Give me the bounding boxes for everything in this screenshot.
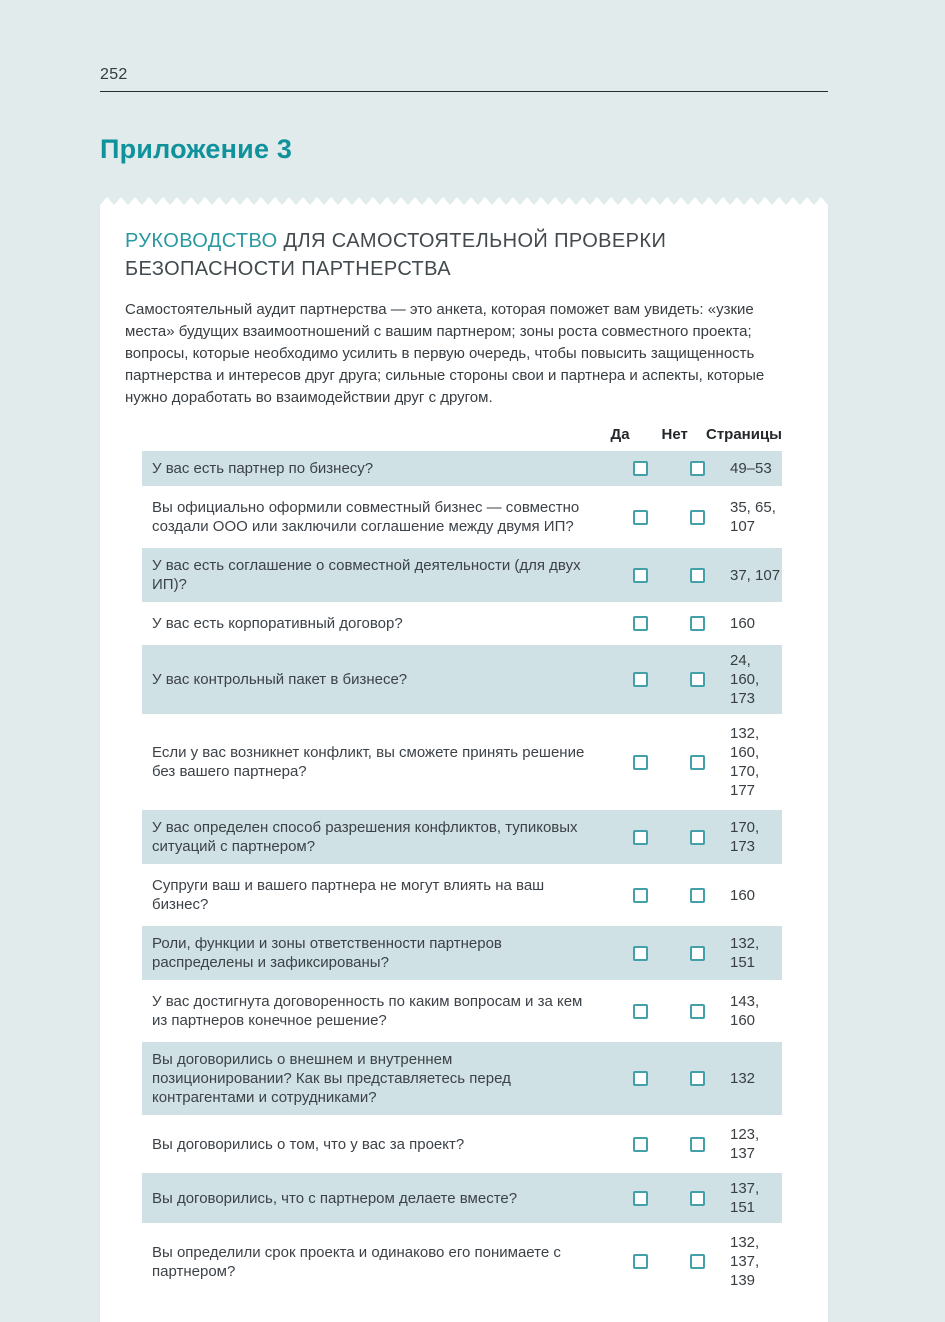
yes-cell [612, 888, 669, 903]
no-checkbox[interactable] [690, 461, 705, 476]
table-row [142, 645, 782, 714]
no-cell [669, 1004, 726, 1019]
no-checkbox[interactable] [690, 830, 705, 845]
no-checkbox[interactable] [690, 1254, 705, 1269]
appendix-title: Приложение 3 [100, 134, 293, 164]
yes-checkbox[interactable] [633, 830, 648, 845]
table-row [142, 1042, 782, 1115]
pages-ref: 123, 137 [730, 1126, 760, 1162]
page-number: 252 [100, 66, 128, 83]
question-text: Вы официально оформили совместный бизнес — совместно создали ООО или заключили соглашение между двумя ИП? [152, 499, 580, 535]
no-cell [669, 946, 726, 961]
no-checkbox[interactable] [690, 616, 705, 631]
yes-checkbox[interactable] [633, 888, 648, 903]
no-cell [669, 1191, 726, 1206]
card-body [100, 205, 828, 1322]
table-row [142, 984, 782, 1038]
no-checkbox[interactable] [690, 946, 705, 961]
yes-cell [612, 1071, 669, 1086]
no-cell [669, 755, 726, 770]
card-title-rest: ДЛЯ САМОСТОЯТЕЛЬНОЙ ПРОВЕРКИ БЕЗОПАСНОСТИ ПАРТНЕРСТВА [125, 230, 667, 280]
card-title-highlight: РУКОВОДСТВО [125, 230, 278, 252]
pages-ref: 132, 151 [730, 935, 760, 971]
yes-checkbox[interactable] [633, 461, 648, 476]
pages-ref: 143, 160 [730, 993, 760, 1029]
table-rows [142, 451, 782, 1296]
question-text: У вас есть партнер по бизнесу? [152, 460, 374, 477]
yes-checkbox[interactable] [633, 1191, 648, 1206]
intro-paragraph: Самостоятельный аудит партнерства — это анкета, которая поможет вам увидеть: «узкие места» будущих взаимоотношений с вашим партнером; зоны роста совместного проекта; вопросы, которые необходимо усилить в первую очередь, чтобы повысить защищенность партнерства и интересов друг друга; сильные стороны свои и партнера и аспекты, которые нужно доработать во взаимодействии друг с другом. [125, 301, 765, 406]
yes-checkbox[interactable] [633, 568, 648, 583]
yes-checkbox[interactable] [633, 616, 648, 631]
no-checkbox[interactable] [690, 1191, 705, 1206]
yes-cell [612, 1191, 669, 1206]
yes-checkbox[interactable] [633, 1254, 648, 1269]
question-text: Роли, функции и зоны ответственности партнеров распределены и зафиксированы? [152, 935, 502, 971]
pages-ref: 160 [730, 886, 756, 904]
no-column-header: Нет [661, 426, 688, 443]
yes-column-header: Да [610, 426, 630, 443]
yes-checkbox[interactable] [633, 755, 648, 770]
no-cell [669, 616, 726, 631]
question-text: Вы договорились, что с партнером делаете вместе? [152, 1189, 518, 1207]
no-checkbox[interactable] [690, 755, 705, 770]
pages-ref: 170, 173 [730, 819, 760, 855]
checklist-card [100, 197, 828, 1322]
yes-checkbox[interactable] [633, 1071, 648, 1086]
yes-checkbox[interactable] [633, 946, 648, 961]
table-row [142, 810, 782, 864]
question-text: У вас определен способ разрешения конфликтов, тупиковых ситуаций с партнером? [152, 819, 578, 855]
table-row [142, 718, 782, 806]
yes-cell [612, 946, 669, 961]
question-text: Если у вас возникнет конфликт, вы сможете принять решение без вашего партнера? [152, 744, 585, 780]
table-row [142, 926, 782, 980]
table-row [142, 1119, 782, 1169]
question-text: Вы договорились о внешнем и внутреннем позиционировании? Как вы представляетесь перед контрагентами и сотрудниками? [152, 1051, 511, 1106]
question-text: У вас контрольный пакет в бизнесе? [152, 671, 408, 688]
no-checkbox[interactable] [690, 568, 705, 583]
no-checkbox[interactable] [690, 1071, 705, 1086]
table-row [142, 548, 782, 602]
yes-cell [612, 1137, 669, 1152]
no-checkbox[interactable] [690, 1004, 705, 1019]
no-cell [669, 1137, 726, 1152]
table-row [142, 1173, 782, 1223]
pages-ref: 160 [730, 615, 756, 632]
table-row [142, 490, 782, 544]
yes-cell [612, 830, 669, 845]
question-column-spacer [152, 426, 593, 443]
no-cell [669, 1254, 726, 1269]
question-text: У вас достигнута договоренность по каким вопросам и за кем из партнеров конечное решение? [152, 993, 583, 1029]
yes-cell [612, 1004, 669, 1019]
pages-ref: 132 [730, 1070, 756, 1087]
yes-checkbox[interactable] [633, 510, 648, 525]
no-cell [669, 1071, 726, 1086]
no-cell [669, 672, 726, 687]
no-checkbox[interactable] [690, 888, 705, 903]
question-text: У вас есть соглашение о совместной деятельности (для двух ИП)? [152, 557, 581, 593]
yes-checkbox[interactable] [633, 1004, 648, 1019]
yes-cell [612, 755, 669, 770]
torn-edge-decoration [100, 197, 828, 205]
yes-cell [612, 1254, 669, 1269]
yes-cell [612, 568, 669, 583]
table-row [142, 1227, 782, 1296]
question-text: У вас есть корпоративный договор? [152, 615, 403, 632]
pages-ref: 24, 160, 173 [730, 652, 760, 707]
no-checkbox[interactable] [690, 1137, 705, 1152]
no-cell [669, 830, 726, 845]
no-cell [669, 510, 726, 525]
question-text: Вы договорились о том, что у вас за проект? [152, 1135, 465, 1153]
yes-cell [612, 510, 669, 525]
pages-ref: 132, 160, 170, 177 [730, 725, 760, 799]
no-cell [669, 888, 726, 903]
yes-checkbox[interactable] [633, 1137, 648, 1152]
pages-ref: 37, 107 [730, 566, 781, 584]
table-row [142, 868, 782, 922]
pages-ref: 35, 65, 107 [730, 499, 776, 535]
book-page [100, 0, 828, 1322]
pages-ref: 137, 151 [730, 1180, 760, 1216]
pages-ref: 49–53 [730, 460, 772, 477]
pages-ref: 132, 137, 139 [730, 1234, 760, 1289]
table-header-row [142, 426, 782, 451]
pages-column-header: Страницы [705, 426, 782, 443]
no-cell [669, 568, 726, 583]
no-checkbox[interactable] [690, 672, 705, 687]
card-title [125, 227, 725, 283]
no-checkbox[interactable] [690, 510, 705, 525]
question-text: Супруги ваш и вашего партнера не могут влиять на ваш бизнес? [152, 877, 545, 913]
table-row [142, 606, 782, 641]
header-rule [100, 91, 828, 92]
question-text: Вы определили срок проекта и одинаково его понимаете с партнером? [152, 1243, 561, 1280]
yes-cell [612, 672, 669, 687]
no-cell [669, 461, 726, 476]
yes-cell [612, 461, 669, 476]
yes-checkbox[interactable] [633, 672, 648, 687]
checklist-table [125, 426, 805, 1296]
yes-cell [612, 616, 669, 631]
table-row [142, 451, 782, 486]
